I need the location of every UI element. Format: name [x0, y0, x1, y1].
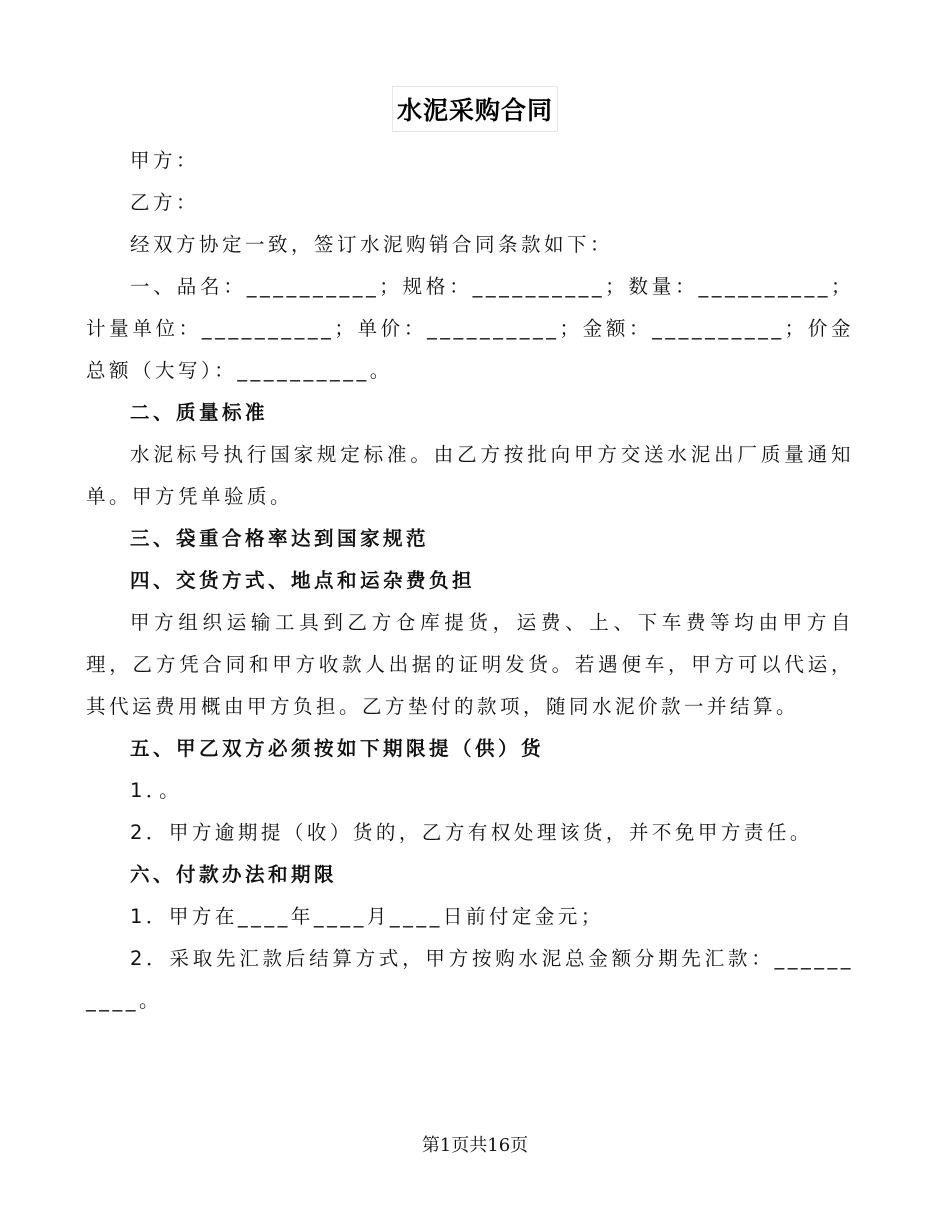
section-6-item-1: 1．甲方在____年____月____日前付定金元； — [130, 905, 604, 928]
document-title: 水泥采购合同 — [392, 86, 558, 132]
page-number-footer: 第1页共16页 — [421, 1135, 529, 1156]
section-3-heading: 三、袋重合格率达到国家规范 — [130, 527, 430, 550]
section-5-item-2: 2．甲方逾期提（收）货的，乙方有权处理该货，并不免甲方责任。 — [130, 821, 813, 844]
section-4-heading: 四、交货方式、地点和运杂费负担 — [130, 569, 476, 592]
party-b-line: 乙方： — [130, 191, 200, 214]
section-5-heading: 五、甲乙双方必须按如下期限提（供）货 — [130, 737, 545, 760]
section-5-item-1: 1．。 — [130, 779, 183, 802]
party-a-line: 甲方： — [130, 149, 200, 172]
section-2-body: 水泥标号执行国家规定标准。由乙方按批向甲方交送水泥出厂质量通知单。甲方凭单验质。 — [86, 443, 854, 508]
section-4-body: 甲方组织运输工具到乙方仓库提货，运费、上、下车费等均由甲方自理，乙方凭合同和甲方收款人出据的证明发货。若遇便车，甲方可以代运，其代运费用概由甲方负担。乙方垫付的款项，随同水泥价款一并结算。 — [86, 611, 854, 718]
section-1-product-details: 一、品名：__________；规格：__________；数量：__________；计量单位：__________；单价：__________；金额：__________；价金总额（大写）：__________。 — [86, 275, 854, 382]
section-6-heading: 六、付款办法和期限 — [130, 863, 338, 886]
document-body — [86, 140, 854, 1022]
section-6-item-2: 2．采取先汇款后结算方式，甲方按购水泥总金额分期先汇款：__________。 — [86, 947, 854, 1012]
section-2-heading: 二、质量标准 — [130, 401, 269, 424]
intro-paragraph: 经双方协定一致，签订水泥购销合同条款如下： — [130, 233, 614, 256]
